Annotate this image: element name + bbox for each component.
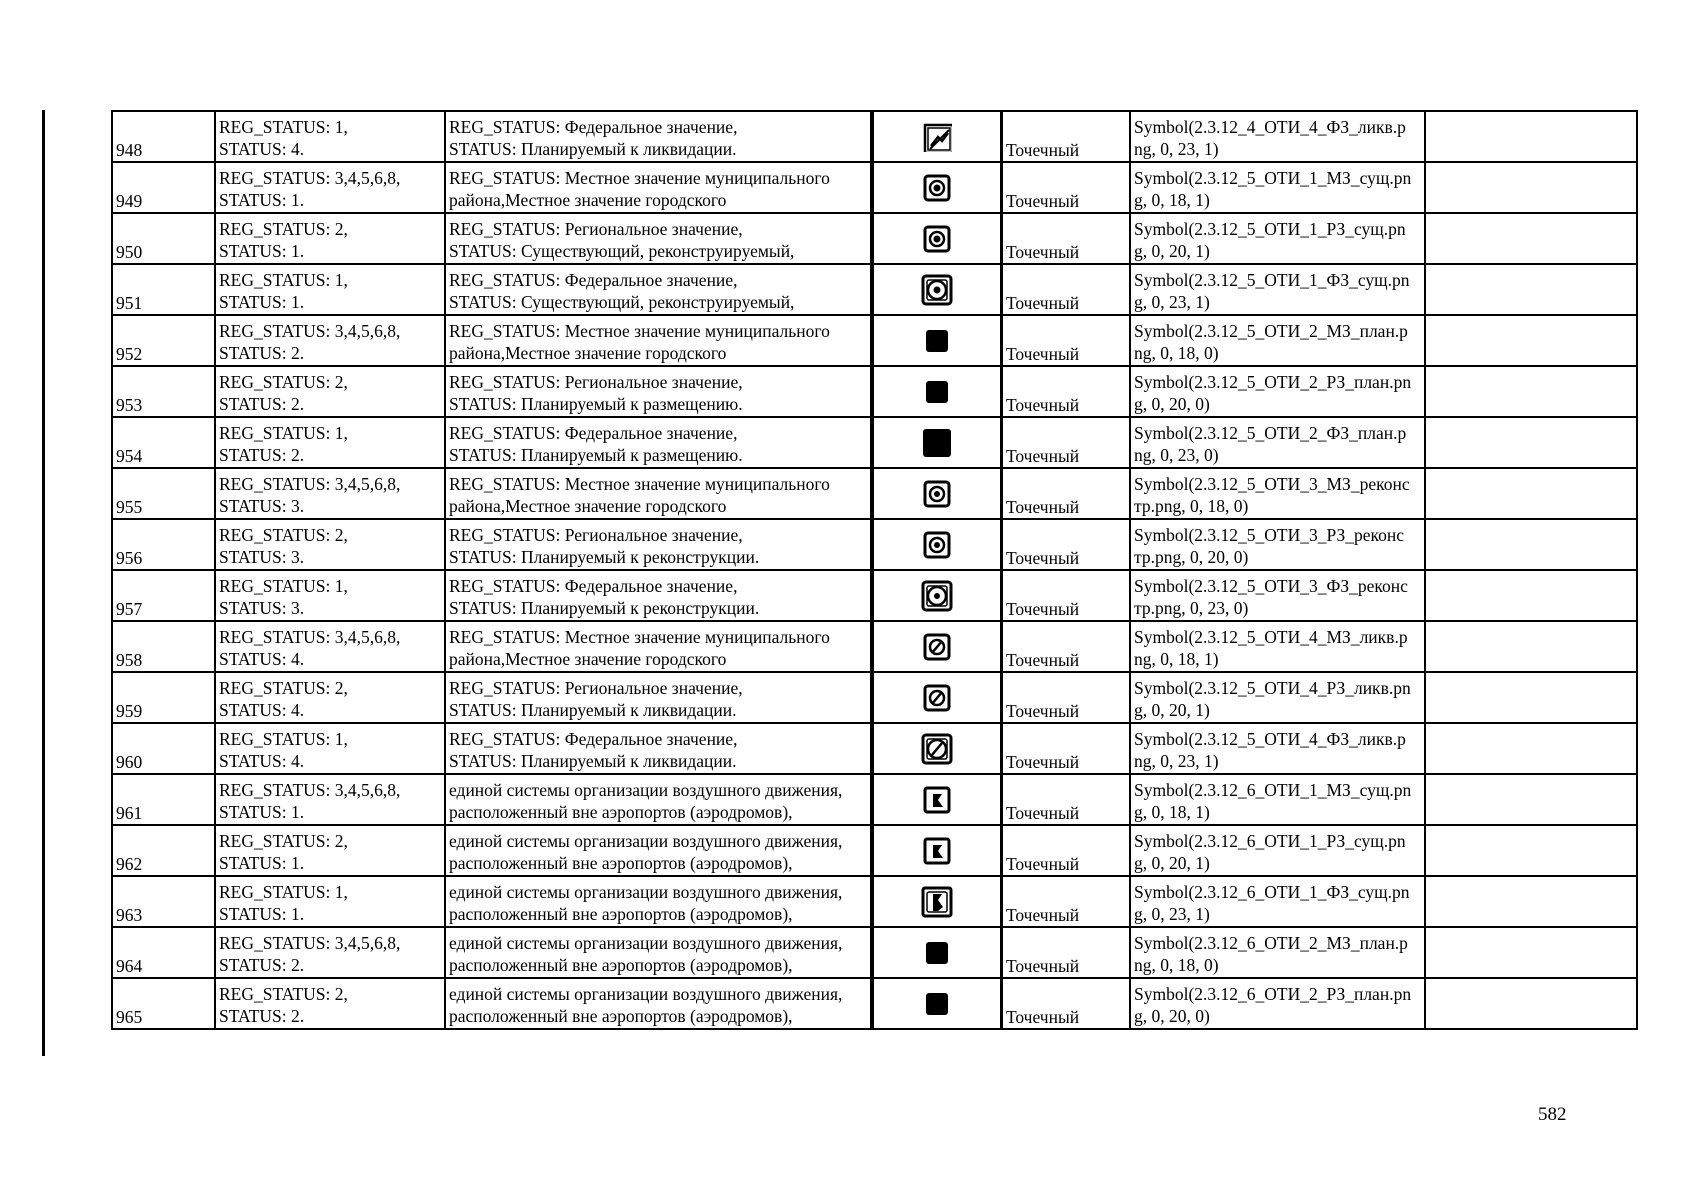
cell-line: STATUS: 2.: [219, 343, 305, 363]
cell-line: ng, 0, 18, 0): [1134, 955, 1219, 975]
table-row: [112, 825, 1637, 876]
cell-line: Symbol(2.3.12_5_ОТИ_1_МЗ_сущ.pn: [1134, 168, 1412, 188]
cell-line: REG_STATUS: Федеральное значение,: [449, 576, 738, 596]
cell-line: ng, 0, 18, 0): [1134, 343, 1219, 363]
symbol-expression-cell: [1130, 774, 1425, 825]
empty-cell: [1425, 264, 1637, 315]
cell-line: ng, 0, 23, 1): [1134, 751, 1219, 771]
status-description-cell: [445, 111, 872, 162]
cell-line: REG_STATUS: 3,4,5,6,8,: [219, 321, 401, 341]
status-code-cell: [215, 111, 445, 162]
geometry-type-cell: Точечный: [1002, 417, 1131, 468]
empty-cell: [1425, 162, 1637, 213]
cell-line: g, 0, 23, 1): [1134, 292, 1210, 312]
empty-cell: [1425, 366, 1637, 417]
cell-line: REG_STATUS: 1,: [219, 117, 348, 137]
symbol-expression-cell: [1130, 570, 1425, 621]
cell-line: STATUS: 1.: [219, 241, 305, 261]
cell-line: REG_STATUS: 2,: [219, 219, 348, 239]
cell-line: Symbol(2.3.12_5_ОТИ_4_МЗ_ликв.p: [1134, 627, 1408, 647]
row-number-cell: 949: [112, 162, 215, 213]
cell-line: STATUS: 2.: [219, 955, 305, 975]
status-code-cell: [215, 315, 445, 366]
cell-line: STATUS: 1.: [219, 904, 305, 924]
cell-line: REG_STATUS: 2,: [219, 525, 348, 545]
cell-line: g, 0, 23, 1): [1134, 904, 1210, 924]
table-row: [112, 570, 1637, 621]
cell-line: STATUS: 3.: [219, 598, 305, 618]
symbol-preview-cell: [872, 417, 1002, 468]
cell-line: g, 0, 20, 1): [1134, 700, 1210, 720]
row-number-cell: 961: [112, 774, 215, 825]
empty-cell: [1425, 774, 1637, 825]
status-description-cell: [445, 723, 872, 774]
cell-line: REG_STATUS: Региональное значение,: [449, 678, 743, 698]
cell-line: g, 0, 20, 0): [1134, 1006, 1210, 1026]
table-row: [112, 417, 1637, 468]
cell-line: STATUS: Планируемый к реконструкции.: [449, 547, 760, 567]
table-row: [112, 978, 1637, 1029]
status-description-cell: [445, 621, 872, 672]
cell-line: STATUS: 1.: [219, 802, 305, 822]
cell-line: REG_STATUS: Местное значение муниципального: [449, 321, 830, 341]
cell-line: Symbol(2.3.12_5_ОТИ_3_РЗ_реконс: [1134, 525, 1404, 545]
cell-line: REG_STATUS: 1,: [219, 270, 348, 290]
symbol-table: [111, 110, 1638, 1030]
cell-line: района,Местное значение городского: [449, 496, 727, 516]
filled-square-large-icon: [920, 431, 954, 451]
table-row: [112, 621, 1637, 672]
status-description-cell: [445, 927, 872, 978]
airtraffic-existing-icon: [922, 839, 952, 859]
cell-line: Symbol(2.3.12_5_ОТИ_2_ФЗ_план.p: [1134, 423, 1407, 443]
cell-line: REG_STATUS: Федеральное значение,: [449, 117, 738, 137]
cell-line: REG_STATUS: Местное значение муниципального: [449, 474, 830, 494]
symbol-preview-cell: [872, 366, 1002, 417]
status-code-cell: [215, 723, 445, 774]
cell-line: расположенный вне аэропортов (аэродромов),: [449, 853, 793, 873]
cell-line: Symbol(2.3.12_6_ОТИ_1_МЗ_сущ.pn: [1134, 780, 1412, 800]
table-row: [112, 366, 1637, 417]
symbol-preview-cell: [872, 315, 1002, 366]
cell-line: REG_STATUS: Региональное значение,: [449, 372, 743, 392]
cell-line: REG_STATUS: 2,: [219, 831, 348, 851]
status-code-cell: [215, 162, 445, 213]
cell-line: Symbol(2.3.12_5_ОТИ_4_РЗ_ликв.pn: [1134, 678, 1411, 698]
symbol-expression-cell: [1130, 162, 1425, 213]
cell-line: STATUS: 3.: [219, 496, 305, 516]
row-number-cell: 963: [112, 876, 215, 927]
empty-cell: [1425, 417, 1637, 468]
table-row: [112, 774, 1637, 825]
table-row: [112, 468, 1637, 519]
symbol-expression-cell: [1130, 315, 1425, 366]
cell-line: STATUS: 1.: [219, 853, 305, 873]
status-code-cell: [215, 213, 445, 264]
airtraffic-existing-icon: [922, 788, 952, 808]
cell-line: REG_STATUS: 2,: [219, 372, 348, 392]
symbol-preview-cell: [872, 111, 1002, 162]
filled-square-icon: [922, 380, 952, 400]
geometry-type-cell: Точечный: [1002, 468, 1131, 519]
page-number: 582: [1538, 1104, 1567, 1125]
row-number-cell: 958: [112, 621, 215, 672]
symbol-preview-cell: [872, 570, 1002, 621]
cell-line: REG_STATUS: 3,4,5,6,8,: [219, 168, 401, 188]
cell-line: Symbol(2.3.12_4_ОТИ_4_ФЗ_ликв.p: [1134, 117, 1406, 137]
geometry-type-cell: Точечный: [1002, 621, 1131, 672]
cell-line: единой системы организации воздушного движения,: [449, 831, 843, 851]
symbol-expression-cell: [1130, 876, 1425, 927]
symbol-expression-cell: [1130, 723, 1425, 774]
cell-line: района,Местное значение городского: [449, 190, 727, 210]
table-row: [112, 519, 1637, 570]
geometry-type-cell: Точечный: [1002, 162, 1131, 213]
symbol-preview-cell: [872, 213, 1002, 264]
cell-line: STATUS: 4.: [219, 700, 305, 720]
geometry-type-cell: Точечный: [1002, 978, 1131, 1029]
cell-line: единой системы организации воздушного движения,: [449, 882, 843, 902]
status-description-cell: [445, 468, 872, 519]
status-description-cell: [445, 366, 872, 417]
empty-cell: [1425, 672, 1637, 723]
cell-line: STATUS: 2.: [219, 394, 305, 414]
table-row: [112, 315, 1637, 366]
target-reconstruction-icon: [922, 533, 952, 553]
cell-line: g, 0, 20, 0): [1134, 394, 1210, 414]
table-row: [112, 723, 1637, 774]
empty-cell: [1425, 927, 1637, 978]
cell-line: g, 0, 20, 1): [1134, 853, 1210, 873]
cell-line: STATUS: Планируемый к размещению.: [449, 445, 743, 465]
geometry-type-cell: Точечный: [1002, 825, 1131, 876]
status-description-cell: [445, 774, 872, 825]
table-row: [112, 672, 1637, 723]
symbol-preview-cell: [872, 162, 1002, 213]
symbol-expression-cell: [1130, 672, 1425, 723]
cell-line: Symbol(2.3.12_5_ОТИ_1_ФЗ_сущ.pn: [1134, 270, 1410, 290]
empty-cell: [1425, 213, 1637, 264]
geometry-type-cell: Точечный: [1002, 927, 1131, 978]
cell-line: тр.png, 0, 20, 0): [1134, 547, 1249, 567]
cell-line: Symbol(2.3.12_5_ОТИ_3_МЗ_реконс: [1134, 474, 1410, 494]
status-code-cell: [215, 417, 445, 468]
symbol-preview-cell: [872, 978, 1002, 1029]
crossed-circle-icon: [922, 635, 952, 655]
cell-line: тр.png, 0, 23, 0): [1134, 598, 1249, 618]
cell-line: STATUS: Планируемый к ликвидации.: [449, 139, 737, 159]
cell-line: g, 0, 18, 1): [1134, 802, 1210, 822]
status-code-cell: [215, 927, 445, 978]
cell-line: REG_STATUS: 3,4,5,6,8,: [219, 627, 401, 647]
geometry-type-cell: Точечный: [1002, 366, 1131, 417]
symbol-preview-cell: [872, 723, 1002, 774]
cell-line: REG_STATUS: 1,: [219, 729, 348, 749]
row-number-cell: 955: [112, 468, 215, 519]
table-row: [112, 876, 1637, 927]
cell-line: REG_STATUS: Федеральное значение,: [449, 729, 738, 749]
status-code-cell: [215, 825, 445, 876]
symbol-expression-cell: [1130, 111, 1425, 162]
table-row: [112, 264, 1637, 315]
row-number-cell: 950: [112, 213, 215, 264]
symbol-expression-cell: [1130, 264, 1425, 315]
cell-line: STATUS: Существующий, реконструируемый,: [449, 292, 795, 312]
cell-line: Symbol(2.3.12_6_ОТИ_1_ФЗ_сущ.pn: [1134, 882, 1410, 902]
table-row: [112, 111, 1637, 162]
status-code-cell: [215, 570, 445, 621]
row-number-cell: 951: [112, 264, 215, 315]
crossed-circle-icon: [922, 686, 952, 706]
cell-line: REG_STATUS: 1,: [219, 423, 348, 443]
status-description-cell: [445, 213, 872, 264]
symbol-preview-cell: [872, 621, 1002, 672]
status-description-cell: [445, 417, 872, 468]
target-reconstruction-icon: [922, 482, 952, 502]
target-existing-icon: [922, 176, 952, 196]
symbol-expression-cell: [1130, 621, 1425, 672]
empty-cell: [1425, 315, 1637, 366]
status-description-cell: [445, 570, 872, 621]
empty-cell: [1425, 570, 1637, 621]
symbol-expression-cell: [1130, 213, 1425, 264]
cell-line: REG_STATUS: Федеральное значение,: [449, 423, 738, 443]
cell-line: единой системы организации воздушного движения,: [449, 780, 843, 800]
cell-line: тр.png, 0, 18, 0): [1134, 496, 1249, 516]
symbol-expression-cell: [1130, 825, 1425, 876]
airtraffic-existing-double-icon: [920, 890, 954, 910]
row-number-cell: 956: [112, 519, 215, 570]
cell-line: STATUS: Планируемый к реконструкции.: [449, 598, 760, 618]
cell-line: ng, 0, 23, 1): [1134, 139, 1219, 159]
status-code-cell: [215, 876, 445, 927]
cell-line: расположенный вне аэропортов (аэродромов),: [449, 1006, 793, 1026]
cell-line: REG_STATUS: 2,: [219, 984, 348, 1004]
empty-cell: [1425, 876, 1637, 927]
status-code-cell: [215, 468, 445, 519]
cell-line: расположенный вне аэропортов (аэродромов),: [449, 904, 793, 924]
symbol-expression-cell: [1130, 519, 1425, 570]
cell-line: ng, 0, 23, 0): [1134, 445, 1219, 465]
status-code-cell: [215, 672, 445, 723]
crossed-circle-double-icon: [920, 737, 954, 757]
geometry-type-cell: Точечный: [1002, 111, 1131, 162]
cell-line: REG_STATUS: 3,4,5,6,8,: [219, 780, 401, 800]
cell-line: единой системы организации воздушного движения,: [449, 984, 843, 1004]
geometry-type-cell: Точечный: [1002, 315, 1131, 366]
cell-line: g, 0, 20, 1): [1134, 241, 1210, 261]
empty-cell: [1425, 519, 1637, 570]
symbol-expression-cell: [1130, 978, 1425, 1029]
status-code-cell: [215, 519, 445, 570]
geometry-type-cell: Точечный: [1002, 570, 1131, 621]
geometry-type-cell: Точечный: [1002, 723, 1131, 774]
cell-line: STATUS: 3.: [219, 547, 305, 567]
status-description-cell: [445, 162, 872, 213]
empty-cell: [1425, 468, 1637, 519]
cell-line: REG_STATUS: 3,4,5,6,8,: [219, 933, 401, 953]
cell-line: g, 0, 18, 1): [1134, 190, 1210, 210]
symbol-preview-cell: [872, 825, 1002, 876]
empty-cell: [1425, 111, 1637, 162]
cell-line: REG_STATUS: 1,: [219, 882, 348, 902]
row-number-cell: 964: [112, 927, 215, 978]
geometry-type-cell: Точечный: [1002, 876, 1131, 927]
cell-line: расположенный вне аэропортов (аэродромов),: [449, 802, 793, 822]
cell-line: Symbol(2.3.12_5_ОТИ_4_ФЗ_ликв.p: [1134, 729, 1406, 749]
table-row: [112, 162, 1637, 213]
row-number-cell: 948: [112, 111, 215, 162]
status-code-cell: [215, 366, 445, 417]
cell-line: ng, 0, 18, 1): [1134, 649, 1219, 669]
cell-line: района,Местное значение городского: [449, 343, 727, 363]
cell-line: REG_STATUS: 3,4,5,6,8,: [219, 474, 401, 494]
geometry-type-cell: Точечный: [1002, 264, 1131, 315]
symbol-expression-cell: [1130, 468, 1425, 519]
cell-line: STATUS: Планируемый к ликвидации.: [449, 751, 737, 771]
cell-line: Symbol(2.3.12_5_ОТИ_1_РЗ_сущ.pn: [1134, 219, 1406, 239]
status-code-cell: [215, 978, 445, 1029]
filled-square-icon: [922, 329, 952, 349]
symbol-preview-cell: [872, 774, 1002, 825]
status-description-cell: [445, 978, 872, 1029]
cell-line: расположенный вне аэропортов (аэродромов),: [449, 955, 793, 975]
row-number-cell: 953: [112, 366, 215, 417]
symbol-preview-cell: [872, 927, 1002, 978]
empty-cell: [1425, 723, 1637, 774]
symbol-preview-cell: [872, 519, 1002, 570]
geometry-type-cell: Точечный: [1002, 774, 1131, 825]
cell-line: Symbol(2.3.12_5_ОТИ_3_ФЗ_реконс: [1134, 576, 1408, 596]
row-number-cell: 954: [112, 417, 215, 468]
cell-line: Symbol(2.3.12_5_ОТИ_2_МЗ_план.p: [1134, 321, 1408, 341]
cell-line: REG_STATUS: Федеральное значение,: [449, 270, 738, 290]
status-description-cell: [445, 876, 872, 927]
cell-line: REG_STATUS: Региональное значение,: [449, 525, 743, 545]
filled-square-icon: [922, 992, 952, 1012]
cell-line: района,Местное значение городского: [449, 649, 727, 669]
symbol-expression-cell: [1130, 927, 1425, 978]
cell-line: STATUS: 1.: [219, 292, 305, 312]
cell-line: STATUS: 2.: [219, 445, 305, 465]
building-liquidation-icon: [922, 125, 952, 145]
cell-line: REG_STATUS: 2,: [219, 678, 348, 698]
geometry-type-cell: Точечный: [1002, 519, 1131, 570]
symbol-table-body: [112, 111, 1637, 1029]
cell-line: REG_STATUS: Региональное значение,: [449, 219, 743, 239]
status-code-cell: [215, 774, 445, 825]
row-number-cell: 962: [112, 825, 215, 876]
row-number-cell: 957: [112, 570, 215, 621]
symbol-expression-cell: [1130, 366, 1425, 417]
left-margin-rule: [42, 110, 45, 1056]
status-code-cell: [215, 621, 445, 672]
symbol-expression-cell: [1130, 417, 1425, 468]
geometry-type-cell: Точечный: [1002, 213, 1131, 264]
cell-line: Symbol(2.3.12_6_ОТИ_2_МЗ_план.p: [1134, 933, 1408, 953]
cell-line: STATUS: Существующий, реконструируемый,: [449, 241, 795, 261]
geometry-type-cell: Точечный: [1002, 672, 1131, 723]
cell-line: STATUS: Планируемый к размещению.: [449, 394, 743, 414]
empty-cell: [1425, 978, 1637, 1029]
status-description-cell: [445, 264, 872, 315]
symbol-preview-cell: [872, 264, 1002, 315]
symbol-preview-cell: [872, 672, 1002, 723]
target-reconstruction-double-icon: [920, 584, 954, 604]
target-existing-icon: [922, 227, 952, 247]
cell-line: REG_STATUS: 1,: [219, 576, 348, 596]
cell-line: STATUS: 4.: [219, 649, 305, 669]
empty-cell: [1425, 621, 1637, 672]
cell-line: REG_STATUS: Местное значение муниципального: [449, 627, 830, 647]
cell-line: единой системы организации воздушного движения,: [449, 933, 843, 953]
row-number-cell: 960: [112, 723, 215, 774]
table-row: [112, 927, 1637, 978]
status-code-cell: [215, 264, 445, 315]
cell-line: REG_STATUS: Местное значение муниципального: [449, 168, 830, 188]
symbol-preview-cell: [872, 876, 1002, 927]
cell-line: STATUS: 1.: [219, 190, 305, 210]
cell-line: STATUS: Планируемый к ликвидации.: [449, 700, 737, 720]
status-description-cell: [445, 825, 872, 876]
cell-line: STATUS: 4.: [219, 751, 305, 771]
status-description-cell: [445, 315, 872, 366]
row-number-cell: 952: [112, 315, 215, 366]
cell-line: Symbol(2.3.12_5_ОТИ_2_РЗ_план.pn: [1134, 372, 1412, 392]
cell-line: Symbol(2.3.12_6_ОТИ_1_РЗ_сущ.pn: [1134, 831, 1406, 851]
filled-square-icon: [922, 941, 952, 961]
row-number-cell: 965: [112, 978, 215, 1029]
cell-line: STATUS: 4.: [219, 139, 305, 159]
status-description-cell: [445, 519, 872, 570]
table-row: [112, 213, 1637, 264]
cell-line: Symbol(2.3.12_6_ОТИ_2_РЗ_план.pn: [1134, 984, 1412, 1004]
target-existing-double-icon: [920, 278, 954, 298]
status-description-cell: [445, 672, 872, 723]
empty-cell: [1425, 825, 1637, 876]
symbol-preview-cell: [872, 468, 1002, 519]
row-number-cell: 959: [112, 672, 215, 723]
cell-line: STATUS: 2.: [219, 1006, 305, 1026]
